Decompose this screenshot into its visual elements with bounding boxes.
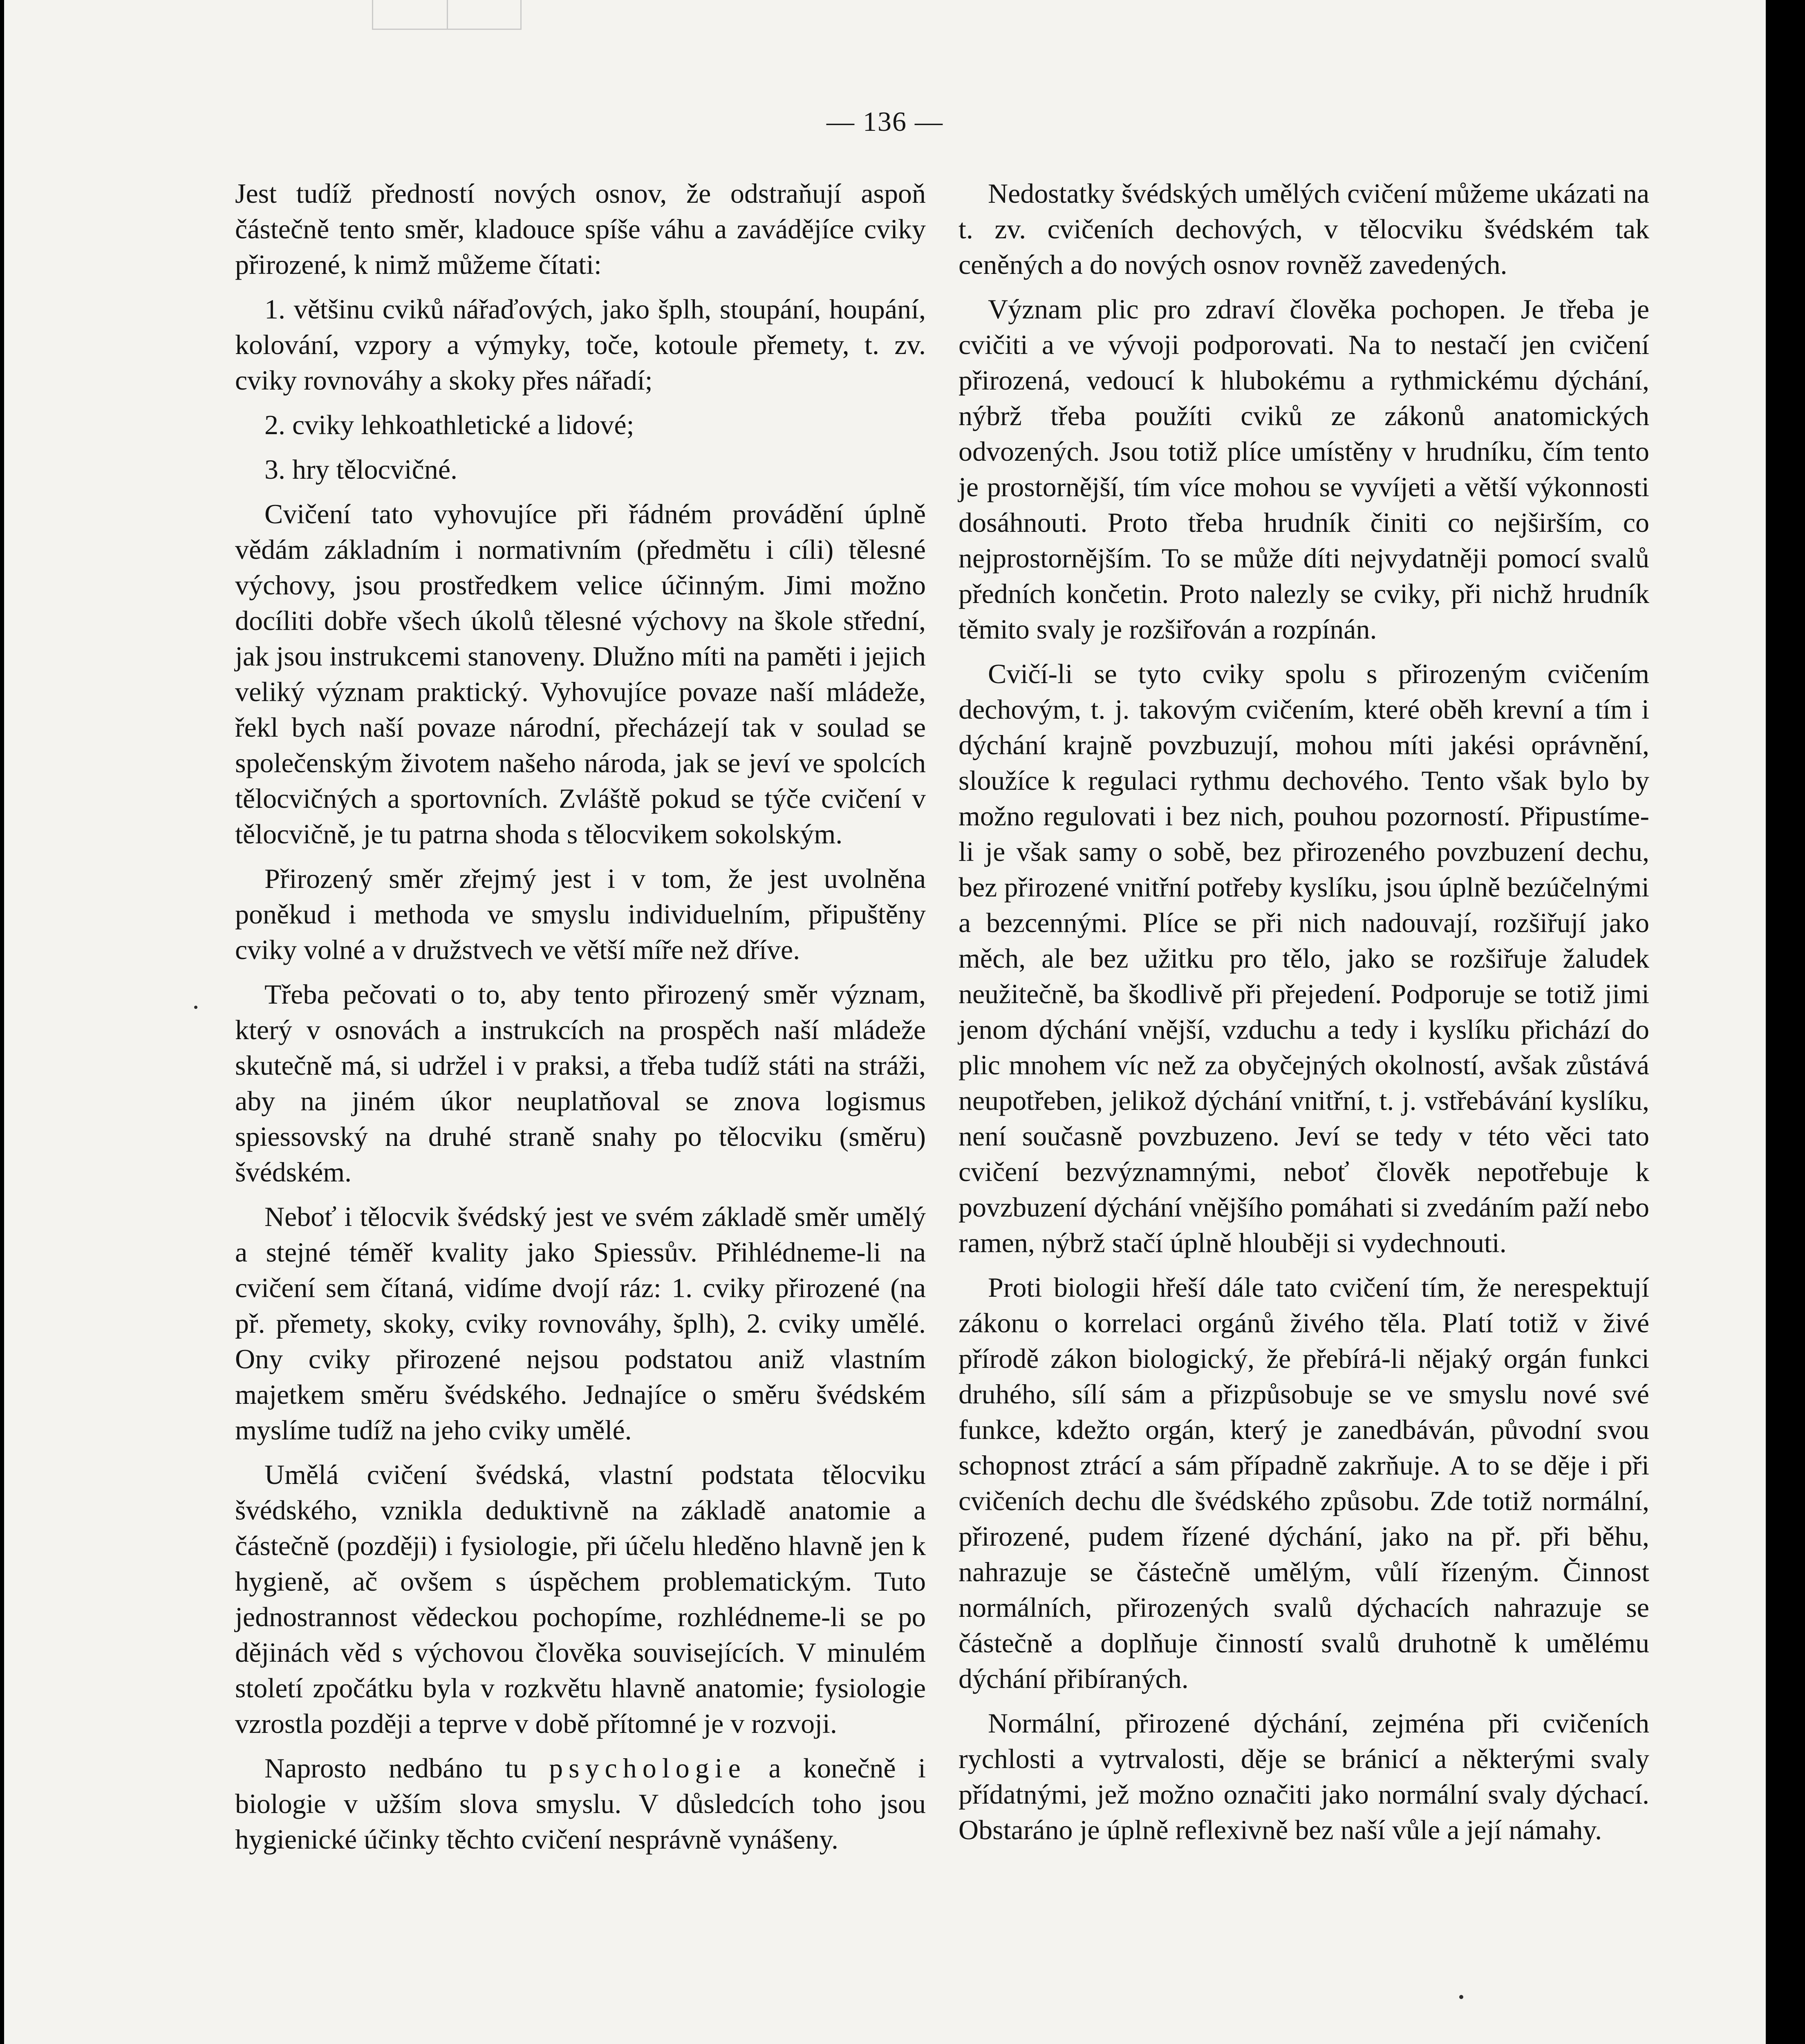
document-page	[4, 0, 1766, 2044]
paragraph: Přirozený směr zřejmý jest i v tom, že jest uvolněna poněkud i methoda ve smyslu individuelním, připuštěny cviky volné a v družstvech ve větší míře než dříve.	[235, 863, 926, 965]
print-speck	[194, 1006, 197, 1009]
paragraph: Neboť i tělocvik švédský jest ve svém základě směr umělý a stejné téměř kvality jako Spiessův. Přihlédneme-li na cvičení sem čítaná, vidíme dvojí ráz: 1. cviky přirozené (na př. přemety, skoky, cviky rovnováhy, šplh), 2. cviky umělé. Ony cviky přirozené nejsou podstatou aniž vlastním majetkem směru švédského. Jednajíce o směru švédském myslíme tudíž na jeho cviky umělé.	[235, 1201, 926, 1446]
paragraph: Jest tudíž předností nových osnov, že odstraňují aspoň částečně tento směr, kladouce spíše váhu a zavádějíce cviky přirozené, k nimž můžeme čítati:	[235, 178, 926, 280]
left-column	[235, 176, 926, 1866]
archive-stamp-mark	[372, 0, 522, 30]
list-item: 1. většinu cviků nářaďových, jako šplh, stoupání, houpání, kolování, vzpory a výmyky, toče, kotoule přemety, t. zv. cviky rovnováhy a skoky přes nářadí;	[235, 294, 926, 396]
emphasized-word: psychologie	[549, 1753, 746, 1784]
paragraph: Cvičení tato vyhovujíce při řádném provádění úplně vědám základním i normativním (předmětu i cíli) tělesné výchovy, jsou prostředkem velice účinným. Jimi možno docíliti dobře všech úkolů tělesné výchovy na škole střední, jak jsou instrukcemi stanoveny. Dlužno míti na paměti i jejich veliký význam praktický. Vyhovujíce povaze naší mládeže, řekl bych naší povaze národní, přecházejí tak v soulad se společenským životem našeho národa, jak se jeví ve spolcích tělocvičných a sportovních. Zvláště pokud se týče cvičení v tělocvičně, je tu patrna shoda s tělocvikem sokolským.	[235, 498, 926, 849]
paragraph: Normální, přirozené dýchání, zejména při cvičeních rychlosti a vytrvalosti, děje se bránicí a některými svaly přídatnými, jež možno označiti jako normální svaly dýchací. Obstaráno je úplně reflexivně bez naší vůle a její námahy.	[958, 1708, 1649, 1845]
text-run: a konečně i biologie v užším slova smyslu. V důsledcích toho jsou hygienické účinky těchto cvičení nesprávně vynášeny.	[235, 1753, 926, 1855]
paragraph: Proti biologii hřeší dále tato cvičení tím, že nerespektují zákonu o korrelaci orgánů živého těla. Platí totiž v živé přírodě zákon biologický, že přebírá-li nějaký orgán funkci druhého, sílí sám a přizpůsobuje se ve smyslu nové své funkce, kdežto orgán, který je zanedbáván, původní svou schopnost ztrácí a sám případně zakrňuje. A to se děje i při cvičeních dechu dle švédského způsobu. Zde totiž normální, přirozené, pudem řízené dýchání, jako na př. při běhu, nahrazuje se částečně umělým, vůlí řízeným. Činnost normálních, přirozených svalů dýchacích nahrazuje se částečně a doplňuje činností svalů druhotně k umělému dýchání přibíraných.	[958, 1272, 1649, 1694]
paragraph	[235, 1750, 926, 1857]
paragraph: Cvičí-li se tyto cviky spolu s přirozeným cvičením dechovým, t. j. takovým cvičením, které oběh krevní a tím i dýchání krajně povzbuzují, mohou míti jakési oprávnění, sloužíce k regulaci rythmu dechového. Tento však bylo by možno regulovati i bez nich, pouhou pozorností. Připustíme-li je však samy o sobě, bez přirozeného povzbuzení dechu, bez přirozené vnitřní potřeby kyslíku, jsou úplně bezúčelnými a bezcennými. Plíce se při nich nadouvají, rozšiřují jako měch, ale bez užitku pro tělo, jako se rozšiřuje žaludek neužitečně, ba škodlivě při přejedení. Podporuje se totiž jimi jenom dýchání vnější, vzduchu a tedy i kyslíku přichází do plic mnohem víc než za obyčejných okolností, avšak zůstává neupotřeben, jelikož dýchání vnitřní, t. j. vstřebávání kyslíku, není současně povzbuzeno. Jeví se tedy v této věci tato cvičení bezvýznamnými, neboť člověk nepotřebuje k povzbuzení dýchání vnějšího pomáhati si zvedáním paží nebo ramen, nýbrž stačí úplně hlouběji si vydechnouti.	[958, 658, 1649, 1258]
paragraph: Nedostatky švédských umělých cvičení můžeme ukázati na t. zv. cvičeních dechových, v tělocviku švédském tak ceněných a do nových osnov rovněž zavedených.	[958, 178, 1649, 280]
print-speck	[1459, 1995, 1463, 1999]
text-run: Naprosto nedbáno tu	[264, 1753, 549, 1784]
scan-border	[1766, 0, 1805, 2044]
paragraph: Třeba pečovati o to, aby tento přirozený směr význam, který v osnovách a instrukcích na prospěch naší mládeže skutečně má, si udržel i v praksi, a třeba tudíž státi na stráži, aby na jiném úkor neuplatňoval se znova logismus spiessovský na druhé straně snahy po tělocviku (směru) švédském.	[235, 979, 926, 1188]
paragraph: Umělá cvičení švédská, vlastní podstata tělocviku švédského, vznikla deduktivně na základě anatomie a částečně (později) i fysiologie, při účelu hleděno hlavně jen k hygieně, ač ovšem s úspěchem problematickým. Tuto jednostrannost vědeckou pochopíme, rozhlédneme-li se po dějinách věd s výchovou člověka souvisejících. V minulém století zpočátku byla v rozkvětu hlavně anatomie; fysiologie vzrostla později a teprve v době přítomné je v rozvoji.	[235, 1459, 926, 1739]
stamp-divider	[447, 0, 448, 29]
list-item: 2. cviky lehkoathletické a lidové;	[264, 409, 634, 440]
page-number: — 136 —	[826, 106, 943, 137]
paragraph: Význam plic pro zdraví člověka pochopen. Je třeba je cvičiti a ve vývoji podporovati. Na to nestačí jen cvičení přirozená, vedoucí k hlubokému a rythmickému dýchání, nýbrž třeba použíti cviků ze zákonů anatomických odvozených. Jsou totiž plíce umístěny v hrudníku, čím tento je prostornější, tím více mohou se vyvíjeti a větší výkonnosti dosáhnouti. Proto třeba hrudník činiti co nejširším, co nejprostornějším. To se může díti nejvydatněji pomocí svalů předních končetin. Proto nalezly se cviky, při nichž hrudník těmito svaly je rozšiřován a rozpínán.	[958, 294, 1649, 645]
right-column	[958, 176, 1649, 1857]
list-item: 3. hry tělocvičné.	[264, 454, 458, 485]
